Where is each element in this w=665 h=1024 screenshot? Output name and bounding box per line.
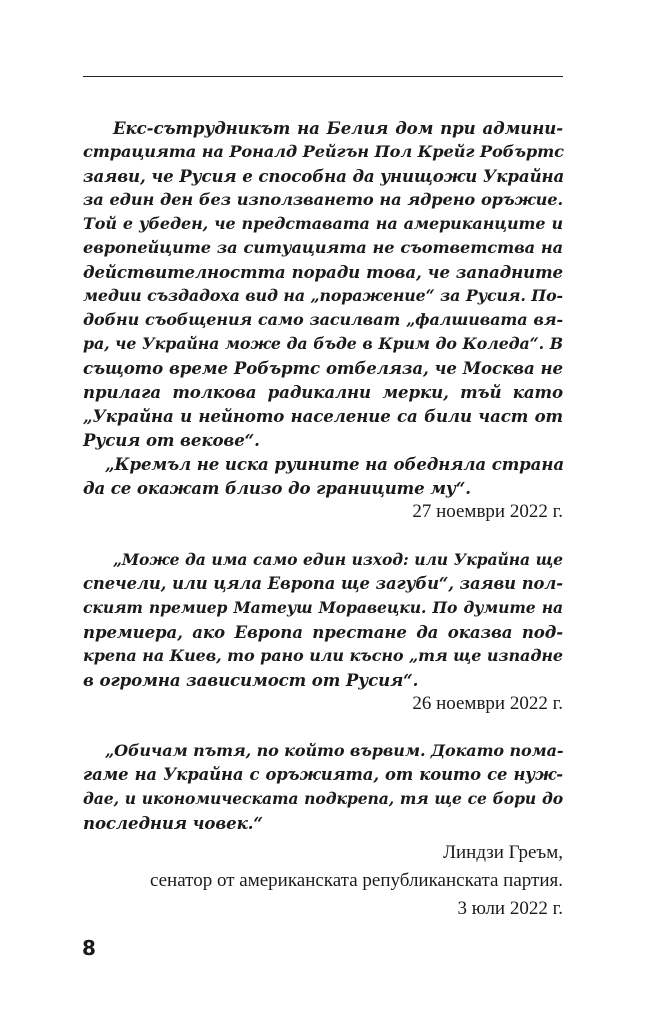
text-line: заяви, че Русия е способна да унищожи Украйна (83, 166, 565, 186)
quote-lindsey-graham (83, 739, 563, 921)
quote-date: 26 ноември 2022 г. (412, 693, 563, 714)
text-line: „Кремъл не иска руините на обедняла страна (105, 454, 564, 474)
text-line: „Може да има само един изход: или Украйна ще (113, 550, 563, 569)
attribution-name: Линдзи Греъм, (443, 842, 563, 863)
text-line: крепа на Киев, то рано или късно „тя ще изпадне (83, 646, 563, 665)
text-line: Русия от векове“. (83, 430, 260, 450)
text-line: „Обичам пътя, по който вървим. Докато пома- (105, 741, 564, 760)
text-line: в огромна зависимост от Русия“. (83, 670, 419, 690)
quote-date: 27 ноември 2022 г. (412, 501, 563, 522)
text-line: ският премиер Матеуш Моравецки. По думите на (83, 598, 563, 617)
text-line: страцията на Роналд Рейгън Пол Крейг Робъртс (83, 142, 564, 161)
text-line: да се окажат близо до границите му“. (83, 478, 471, 498)
text-line: медии създадоха вид на „поражение“ за Русия. По- (83, 286, 563, 305)
quote-date: 3 юли 2022 г. (457, 898, 563, 919)
top-rule (83, 76, 563, 77)
text-line: прилага толкова радикални мерки, тъй като (83, 382, 563, 402)
text-line: действителността поради това, че западните (83, 262, 563, 282)
page-number: 8 (82, 936, 96, 960)
text-line: спечели, или цяла Европа ще загуби“, заяви пол- (83, 574, 563, 593)
text-line: добни съобщения само засилват „фалшивата вя- (83, 310, 563, 329)
text-line: дае, и икономическата подкрепа, тя ще се бори до (83, 789, 563, 808)
text-line: същото време Робъртс отбеляза, че Москва не (83, 358, 563, 378)
text-line: Екс-сътрудникът на Белия дом при админи- (113, 118, 563, 138)
quote-paul-craig-roberts (83, 116, 563, 524)
text-line: ра, че Украйна може да бъде в Крим до Коледа“. В (83, 334, 563, 353)
text-line: европейците за ситуацията не съответства на (83, 238, 563, 257)
text-line: Той е убеден, че представата на американците и (83, 214, 563, 233)
attribution-role: сенатор от американската републиканската партия. (149, 870, 563, 891)
text-line: за един ден без използването на ядрено оръжие. (83, 190, 563, 209)
text-line: последния човек.“ (83, 813, 263, 833)
quote-morawiecki (83, 548, 563, 716)
text-line: премиера, ако Европа престане да оказва под- (83, 622, 563, 642)
text-line: „Украйна и нейното население са били част от (83, 406, 563, 426)
text-line: гаме на Украйна с оръжията, от които се нуж- (83, 765, 563, 784)
